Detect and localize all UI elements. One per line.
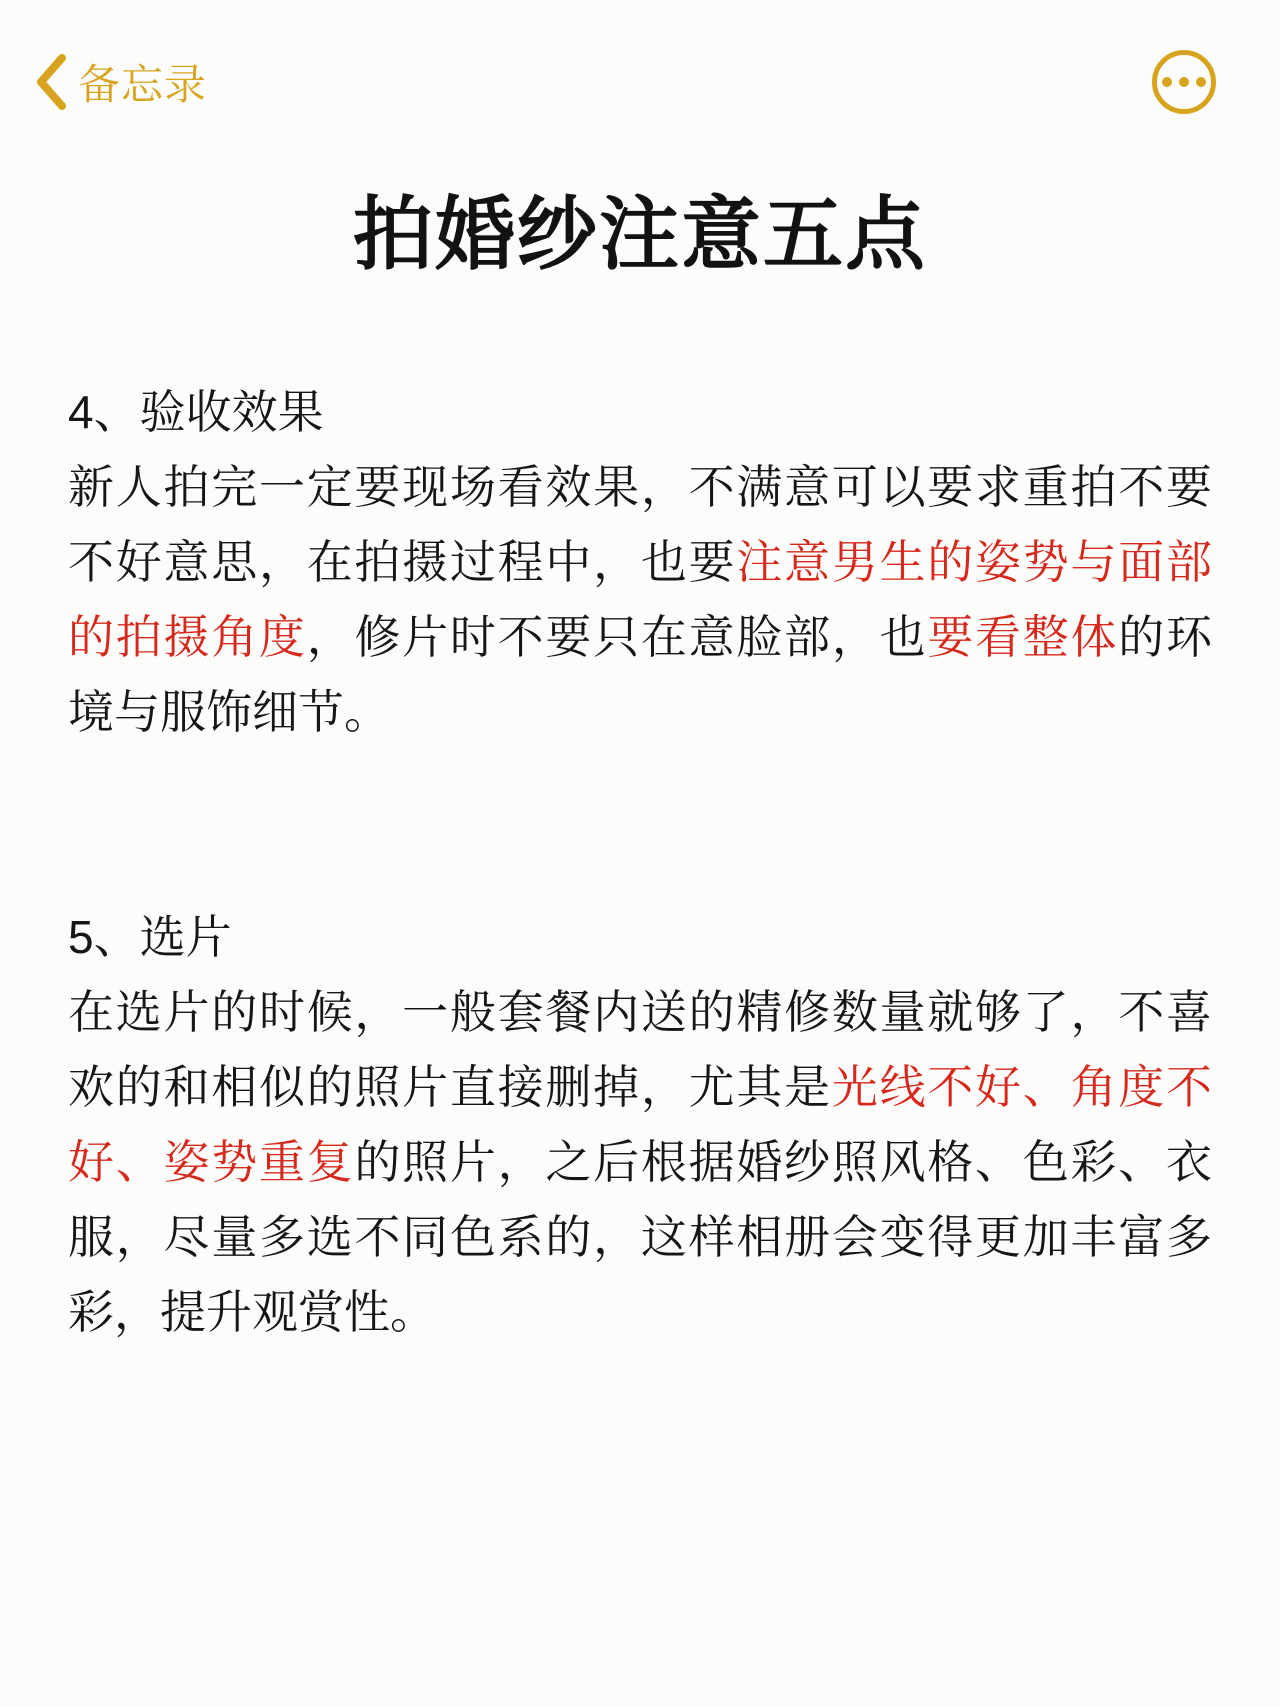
text-segment: 的环境与服饰细节。	[68, 611, 1213, 738]
text-segment-highlight: 光线不好、角度不好、姿势重复	[68, 1061, 1213, 1188]
section-heading: 4、验收效果	[68, 386, 324, 438]
more-options-button[interactable]	[1152, 50, 1216, 114]
nav-bar	[0, 0, 1280, 114]
section-acceptance	[68, 375, 1212, 750]
text-segment: ，修片时不要只在意脸部，也	[306, 611, 928, 663]
back-button[interactable]	[34, 52, 207, 112]
ellipsis-icon	[1162, 77, 1172, 87]
ellipsis-icon	[1196, 77, 1206, 87]
section-paragraph	[68, 450, 1212, 750]
text-segment: 在选片的时候，一般套餐内送的精修数量就够了，不喜欢的和相似的照片直接删掉，尤其是	[68, 986, 1212, 1113]
text-segment: 新人拍完一定要现场看效果，不满意可以要求重拍不要不好意思，在拍摄过程中，也要	[68, 461, 1212, 588]
note-title: 拍婚纱注意五点	[353, 190, 927, 279]
text-segment: 的照片，之后根据婚纱照风格、色彩、衣服，尽量多选不同色系的，这样相册会变得更加丰富多彩，提升观赏性。	[68, 1136, 1213, 1338]
section-paragraph	[68, 975, 1212, 1350]
back-label: 备忘录	[78, 61, 208, 108]
text-segment-highlight: 要看整体	[927, 611, 1119, 663]
section-photo-selection	[68, 900, 1212, 1350]
chevron-left-icon	[34, 53, 68, 111]
note-content	[0, 375, 1280, 1350]
text-segment-highlight: 注意男生的姿势与面部的拍摄角度	[68, 536, 1213, 663]
section-heading: 5、选片	[68, 911, 232, 963]
ellipsis-icon	[1179, 77, 1189, 87]
